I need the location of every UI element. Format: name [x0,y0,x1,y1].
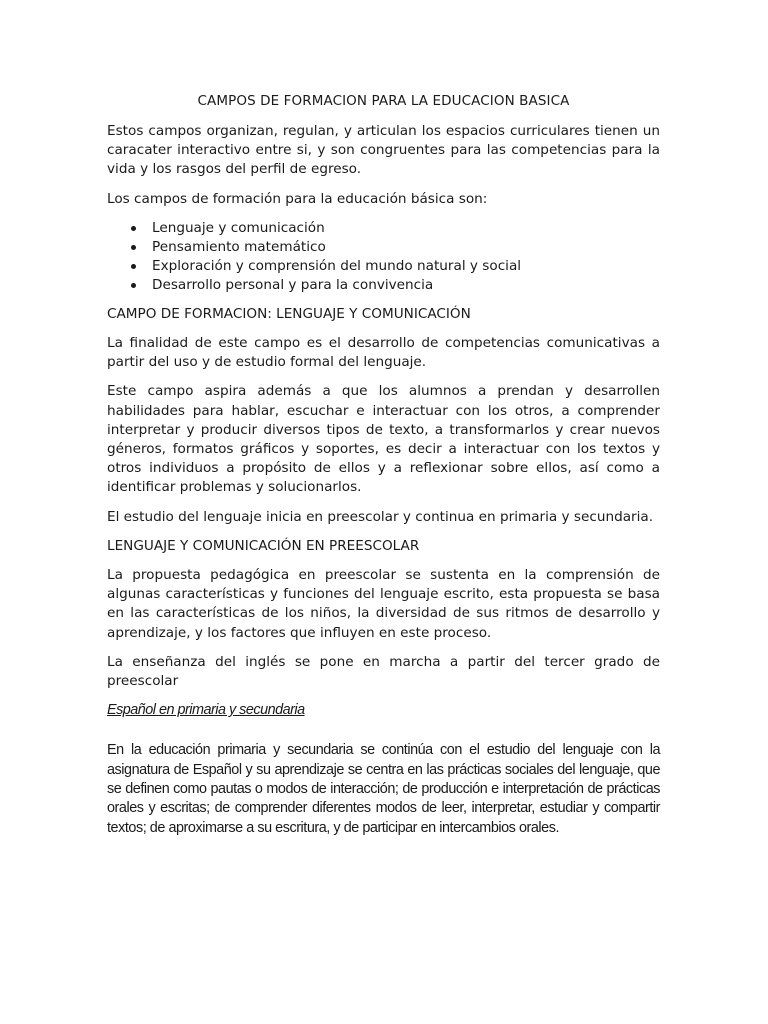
document-page [107,92,660,848]
document-title: CAMPOS DE FORMACION PARA LA EDUCACION BASICA [197,93,570,109]
section2-paragraph-2: La enseñanza del inglés se pone en marcha a partir del tercer grado de preescolar [107,653,660,690]
section1-paragraph-2: Este campo aspira además a que los alumnos a prendan y desarrollen habilidades para hablar, escuchar e interactuar con los otros, a comprender interpretar y producir diversos tipos de texto, a transformarlos y crear nuevos géneros, formatos gráficos y soportes, es decir a interactuar con los textos y otros individuos a propósito de ellos y a reflexionar sobre ellos, así como a identificar problemas y solucionarlos. [107,383,660,496]
fields-list-intro: Los campos de formación para la educación básica son: [107,190,488,207]
bullet-icon [131,283,136,288]
list-item [107,257,660,276]
section-heading-preescolar: LENGUAJE Y COMUNICACIÓN EN PREESCOLAR [107,537,420,554]
list-item [107,219,660,238]
bullet-icon [131,245,136,250]
section1-paragraph-3: El estudio del lenguaje inicia en preescolar y continua en primaria y secundaria. [107,508,654,525]
list-item-text: Pensamiento matemático [152,238,326,255]
fields-list [107,219,660,295]
list-item [107,276,660,295]
section2-paragraph-1: La propuesta pedagógica en preescolar se sustenta en la comprensión de algunas características y funciones del lenguaje escrito, esta propuesta se basa en las características de los niños, la diversidad de sus ritmos de desarrollo y aprendizaje, y los factores que influyen en este proceso. [107,567,660,641]
list-item-text: Exploración y comprensión del mundo natural y social [152,257,522,274]
section-heading-espanol: Español en primaria y secundaria [107,702,305,719]
list-item [107,238,660,257]
list-item-text: Lenguaje y comunicación [152,219,325,236]
section1-paragraph-1: La finalidad de este campo es el desarrollo de competencias comunicativas a partir del uso y de estudio formal del lenguaje. [107,335,660,371]
list-item-text: Desarrollo personal y para la convivencia [152,276,434,293]
bullet-icon [131,264,136,269]
intro-paragraph: Estos campos organizan, regulan, y articulan los espacios curriculares tienen un caracater interactivo entre si, y son congruentes para las competencias para la vida y los rasgos del perfil de egreso. [107,123,660,178]
section-heading-lenguaje: CAMPO DE FORMACION: LENGUAJE Y COMUNICACIÓN [107,305,471,322]
bullet-icon [131,226,136,231]
section3-paragraph-1: En la educación primaria y secundaria se continúa con el estudio del lenguaje con la asignatura de Español y su aprendizaje se centra en las prácticas sociales del lenguaje, que se definen como pautas o modos de interacción; de producción e interpretación de prácticas orales y escritas; de comprender diferentes modos de leer, interpretar, estudiar y compartir textos; de aproximarse a su escritura, y de participar en intercambios orales. [107,742,660,836]
